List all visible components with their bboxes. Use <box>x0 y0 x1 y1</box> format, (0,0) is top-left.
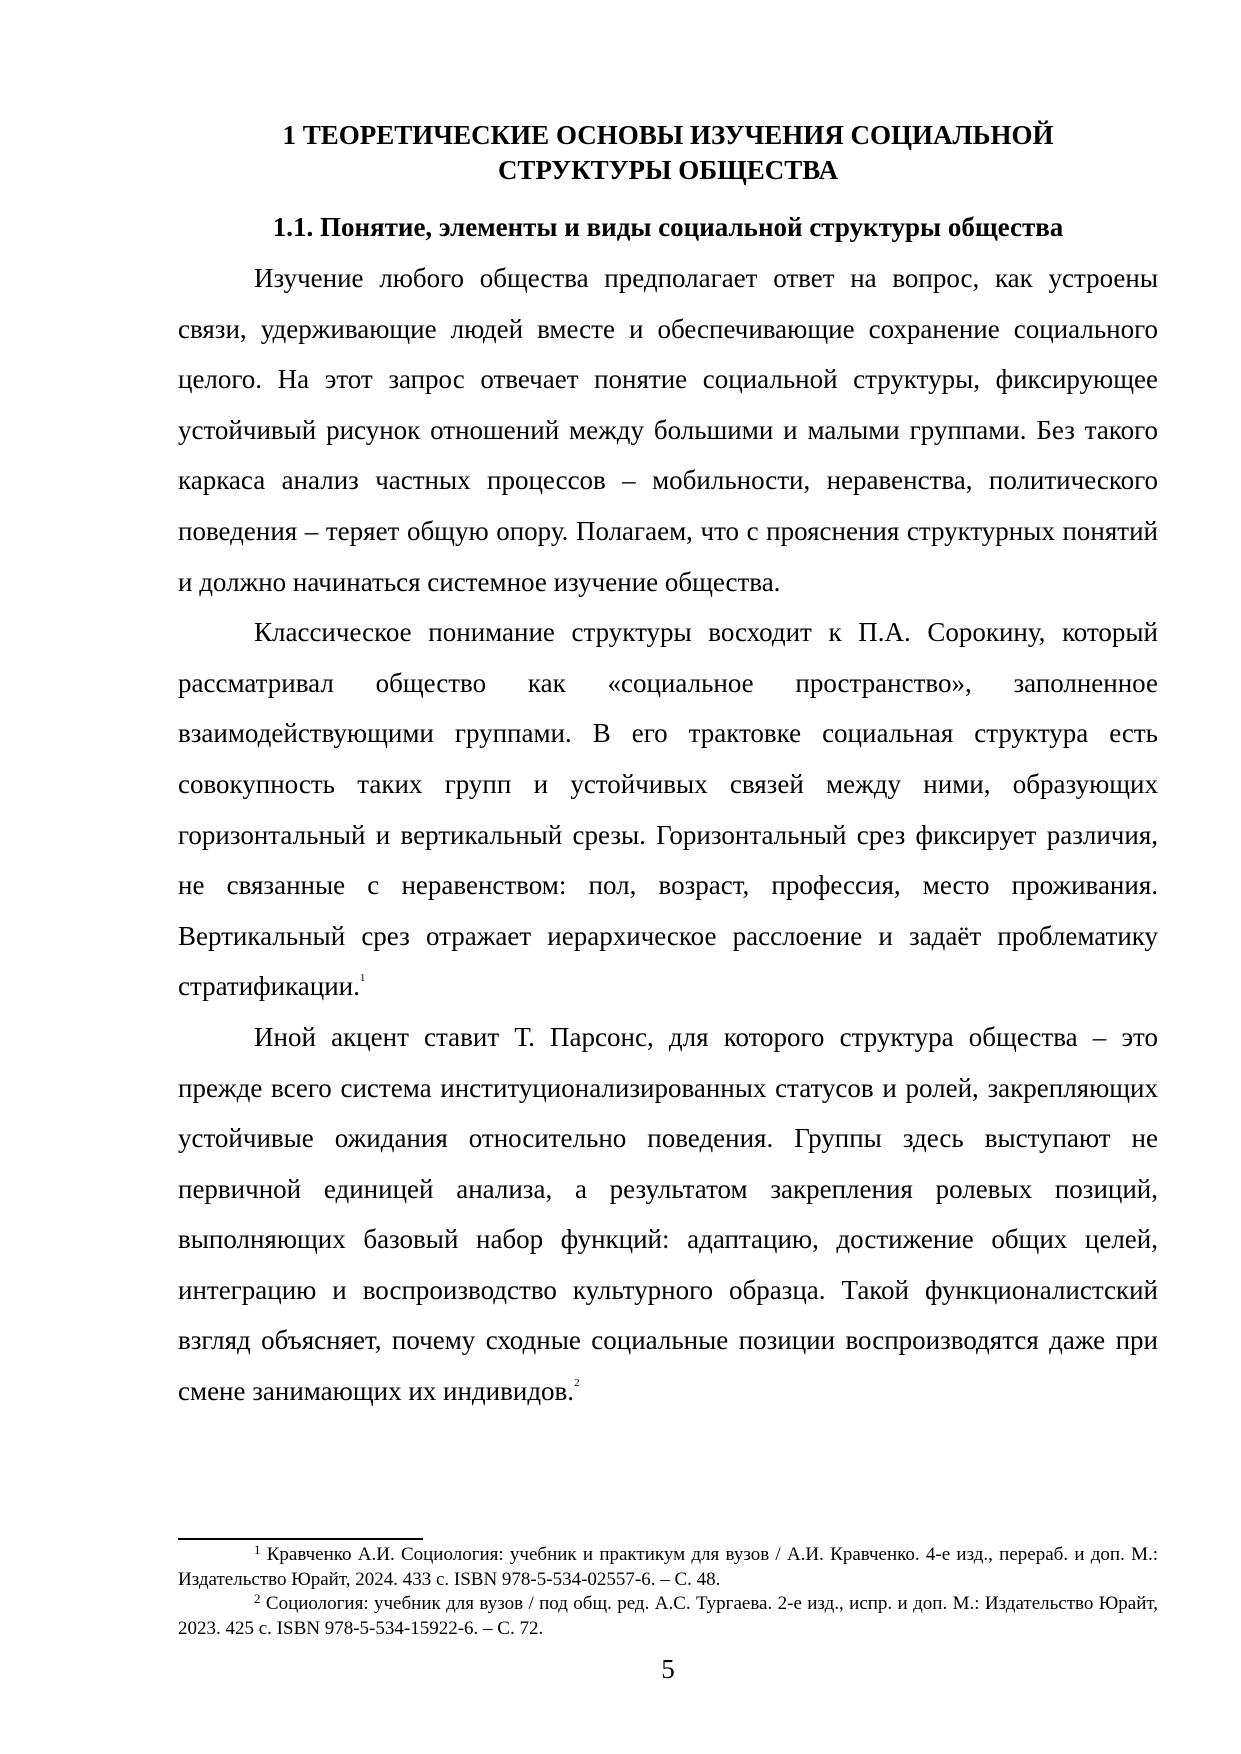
paragraph <box>178 1012 1158 1417</box>
footnote-separator <box>178 1538 423 1540</box>
footnote <box>178 1592 1158 1641</box>
footnote-reference[interactable]: 2 <box>574 1377 580 1390</box>
footnote <box>178 1543 1158 1592</box>
chapter-title-line-1: 1 ТЕОРЕТИЧЕСКИЕ ОСНОВЫ ИЗУЧЕНИЯ СОЦИАЛЬНОЙ <box>282 120 1054 150</box>
footnotes <box>178 1543 1158 1641</box>
paragraph-text: Иной акцент ставит Т. Парсонс, для которого структура общества – это прежде всего система институционализированных статусов и ролей, закрепляющих устойчивые ожидания относительно поведения. Группы здесь выступают не первичной единицей анализа, а результатом закрепления ролевых позиций, выполняющих базовый набор функций: адаптацию, достижение общих целей, интеграцию и воспроизводство культурного образца. Такой функционалистский взгляд объясняет, почему сходные социальные позиции воспроизводятся даже при смене занимающих их индивидов. <box>178 1021 1158 1407</box>
paragraph-text: Изучение любого общества предполагает ответ на вопрос, как устроены связи, удерживающие людей вместе и обеспечивающие сохранение социального целого. На этот запрос отвечает понятие социальной структуры, фиксирующее устойчивый рисунок отношений между большими и малыми группами. Без такого каркаса анализ частных процессов – мобильности, неравенства, политического поведения – теряет общую опору. Полагаем, что с прояснения структурных понятий и должно начинаться системное изучение общества. <box>178 263 1158 597</box>
footnote-reference[interactable]: 1 <box>359 972 366 985</box>
paragraph-text: Классическое понимание структуры восходит к П.А. Сорокину, который рассматривал общество как «социальное пространство», заполненное взаимодействующими группами. В его трактовке социальная структура есть совокупность таких групп и устойчивых связей между ними, образующих горизонтальный и вертикальный срезы. Горизонтальный срез фиксирует различия, не связанные с неравенством: пол, возраст, профессия, место проживания. Вертикальный срез отражает иерархическое расслоение и задаёт проблематику стратификации. <box>178 617 1158 1002</box>
paragraph <box>178 607 1158 1012</box>
chapter-title <box>178 118 1158 188</box>
footnote-number: 2 <box>254 1591 261 1606</box>
footnote-number: 1 <box>254 1542 261 1557</box>
chapter-title-line-2: СТРУКТУРЫ ОБЩЕСТВА <box>497 155 839 185</box>
paragraph <box>178 253 1158 607</box>
footnote-text: Кравченко А.И. Социология: учебник и практикум для вузов / А.И. Кравченко. 4-е изд., перераб. и доп. М.: Издательство Юрайт, 2024. 433 с. ISBN 978-5-534-02557-6. – С. 48. <box>178 1544 1158 1590</box>
footnote-text: Социология: учебник для вузов / под общ. ред. А.С. Тургаева. 2-е изд., испр. и доп. М.: Издательство Юрайт, 2023. 425 с. ISBN 978-5-534-15922-6. – С. 72. <box>178 1593 1158 1639</box>
document-page <box>178 0 1158 1754</box>
section-title: 1.1. Понятие, элементы и виды социальной структуры общества <box>272 212 1064 242</box>
body-text <box>178 253 1158 1417</box>
page-number: 5 <box>661 1654 675 1684</box>
